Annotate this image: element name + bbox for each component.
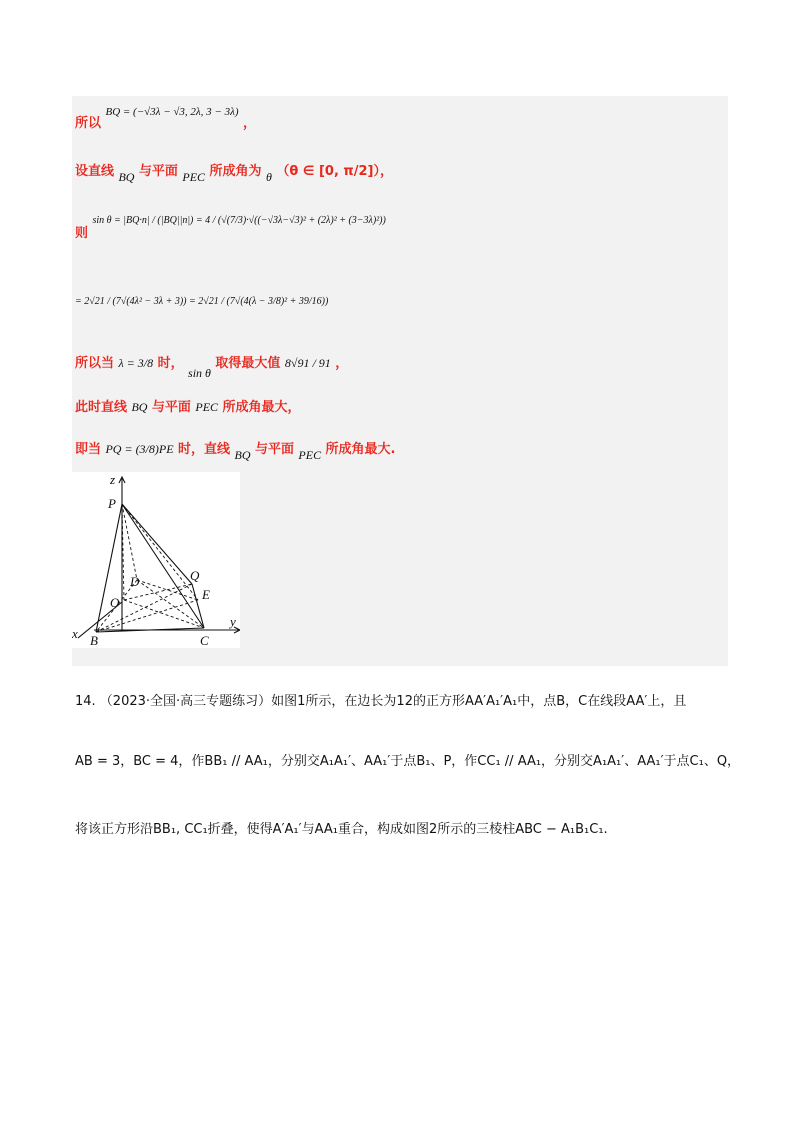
line-bq: BQ	[131, 400, 148, 414]
solution-line-2	[75, 160, 393, 184]
red-text: 时，直线	[178, 442, 231, 457]
problem-line-3: 将该正方形沿BB₁, CC₁折叠，使得A′A₁′与AA₁重合，构成如图2所示的三棱柱ABC − A₁B₁C₁.	[75, 822, 608, 837]
solution-line-3	[75, 208, 386, 241]
red-text: 与平面	[138, 164, 178, 179]
red-text: 设直线	[75, 164, 115, 179]
pq-pe-relation: PQ = (3/8)PE	[105, 442, 174, 456]
red-text: 即当	[75, 442, 102, 457]
plane-pec: PEC	[195, 400, 219, 414]
label-e: E	[202, 587, 210, 602]
label-y: y	[230, 614, 236, 629]
red-text: 此时直线	[75, 400, 128, 415]
lambda-value: λ = 3/8	[118, 356, 154, 370]
vector-bq-formula: BQ = (−√3λ − √3, 2λ, 3 − 3λ)	[105, 106, 239, 118]
red-text: 取得最大值	[215, 356, 281, 371]
plane-pec: PEC	[182, 170, 206, 184]
red-text: ，	[335, 356, 349, 371]
label-p: P	[108, 496, 116, 511]
label-d: D	[130, 574, 140, 589]
theta-range: （θ ∈ [0, π/2]），	[276, 164, 393, 179]
solution-line-5	[75, 352, 349, 380]
problem-line-2: AB = 3，BC = 4，作BB₁ // AA₁，分别交A₁A₁′、AA₁′于点B₁、P，作CC₁ // AA₁，分别交A₁A₁′、AA₁′于点C₁、Q，	[75, 754, 741, 769]
red-text: 与平面	[254, 442, 294, 457]
red-text: 所成角最大，	[222, 400, 301, 415]
line-bq: BQ	[118, 170, 135, 184]
label-q: Q	[190, 568, 200, 583]
plane-pec: PEC	[298, 448, 322, 462]
label-c: C	[200, 633, 209, 648]
solution-line-7	[75, 438, 396, 462]
red-text: 所成角最大.	[325, 442, 396, 457]
solution-line-4	[75, 292, 328, 308]
pyramid-svg	[72, 472, 240, 648]
label-z: z	[110, 472, 116, 487]
red-text: 所以当	[75, 356, 115, 371]
red-text: 所以	[75, 116, 102, 131]
geometry-diagram	[72, 472, 240, 648]
red-text: 则	[75, 226, 89, 241]
solution-line-6	[75, 396, 301, 415]
problem-line-1: 14. （2023·全国·高三专题练习）如图1所示，在边长为12的正方形AA′A₁′A₁中，点B，C在线段AA′上，且	[75, 694, 687, 709]
max-value: 8√91 / 91	[284, 356, 331, 370]
solution-line-1	[75, 100, 256, 131]
angle-theta: θ	[265, 170, 272, 184]
label-x: x	[72, 626, 78, 641]
red-text: 所成角为	[209, 164, 262, 179]
red-text: 时，	[157, 356, 184, 371]
label-b: B	[90, 633, 98, 648]
sin-theta: sin θ	[188, 366, 211, 380]
sin-theta-formula: sin θ = |BQ·n| / (|BQ||n|) = 4 / (√(7/3)·√((−√3λ−√3)² + (2λ)² + (3−3λ)²))	[92, 215, 386, 226]
label-o: O	[110, 595, 120, 610]
line-bq: BQ	[234, 448, 251, 462]
red-text: 与平面	[151, 400, 191, 415]
simplified-formula: = 2√21 / (7√(4λ² − 3λ + 3)) = 2√21 / (7√(4(λ − 3/8)² + 39/16))	[75, 296, 329, 307]
red-text: ，	[242, 116, 256, 131]
